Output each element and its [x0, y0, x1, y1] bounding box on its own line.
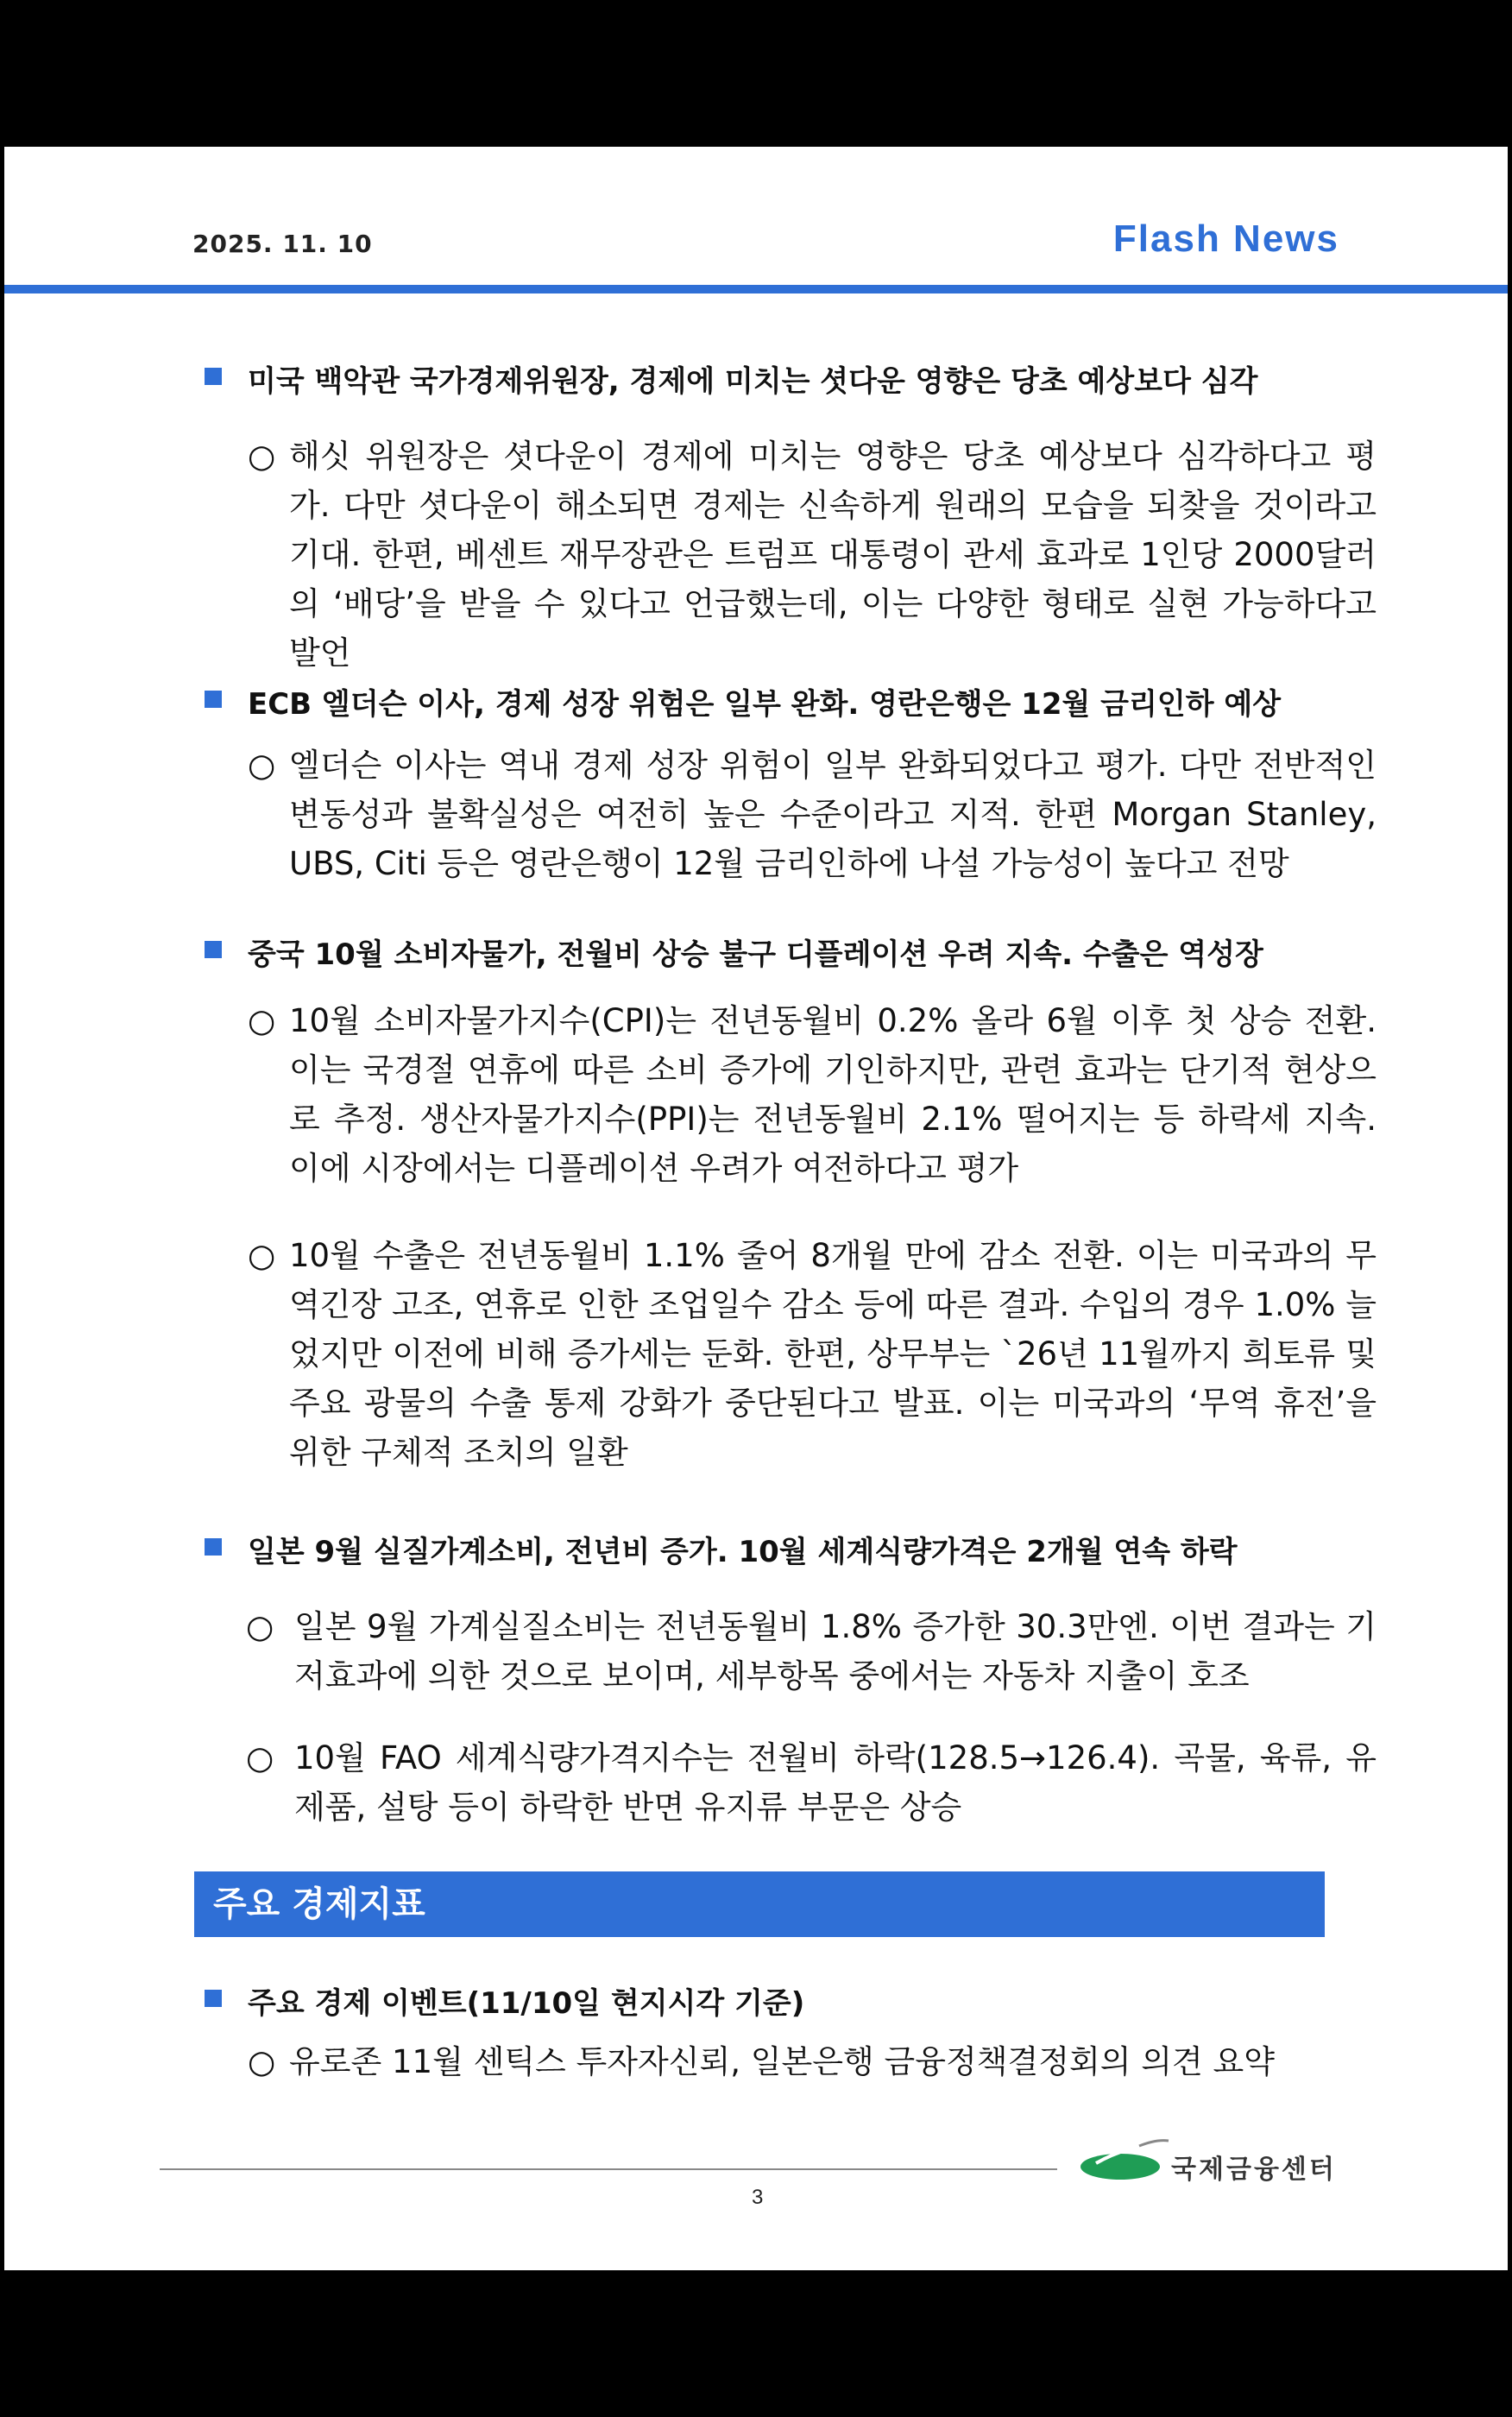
kcif-logo-icon: [1079, 2137, 1174, 2189]
bullet-item: [246, 1602, 1377, 1701]
bullet-item: [248, 2037, 1377, 2086]
circle-bullet-icon: ○: [248, 1002, 276, 1039]
logo-text: 국제금융센터: [1171, 2155, 1337, 2185]
circle-bullet-icon: ○: [248, 2043, 276, 2080]
bullet-text: 10월 수출은 전년동월비 1.1% 줄어 8개월 만에 감소 전환. 이는 미국과의 무역긴장 고조, 연휴로 인한 조업일수 감소 등에 따른 결과. 수입의 경우 1.0% 늘었지만 이전에 비해 증가세는 둔화. 한편, 상무부는 `26년 11월까지 희토류 및 주요 광물의 수출 통제 강화가 중단된다고 발표. 이는 미국과의 ‘무역 휴전’을 위한 구체적 조치의 일환: [289, 1237, 1377, 1471]
bullet-item: [248, 1231, 1377, 1477]
section-heading: 미국 백악관 국가경제위원장, 경제에 미치는 셧다운 영향은 당초 예상보다 심각: [248, 364, 1258, 399]
indicators-heading: 주요 경제 이벤트(11/10일 현지시각 기준): [248, 1986, 805, 2021]
bullet-item: [246, 1733, 1377, 1832]
circle-bullet-icon: ○: [246, 1608, 274, 1645]
circle-bullet-icon: ○: [248, 747, 276, 784]
circle-bullet-icon: ○: [248, 1237, 276, 1274]
blue-square-icon: [205, 941, 222, 958]
bullet-text: 일본 9월 가계실질소비는 전년동월비 1.8% 증가한 30.3만엔. 이번 결과는 기저효과에 의한 것으로 보이며, 세부항목 중에서는 자동차 지출이 호조: [294, 1608, 1377, 1694]
bullet-item: [248, 996, 1377, 1193]
bullet-text: 10월 FAO 세계식량가격지수는 전월비 하락(128.5→126.4). 곡물, 육류, 유제품, 설탕 등이 하락한 반면 유지류 부문은 상승: [294, 1739, 1377, 1826]
blue-square-icon: [205, 1538, 222, 1556]
bullet-text: 해싯 위원장은 셧다운이 경제에 미치는 영향은 당초 예상보다 심각하다고 평가. 다만 셧다운이 해소되면 경제는 신속하게 원래의 모습을 되찾을 것이라고 기대. 한편, 베센트 재무장관은 트럼프 대통령이 관세 효과로 1인당 2000달러의 ‘배당’을 받을 수 있다고 언급했는데, 이는 다양한 형태로 실현 가능하다고 발언: [289, 438, 1377, 672]
section-heading: ECB 엘더슨 이사, 경제 성장 위험은 일부 완화. 영란은행은 12월 금리인하 예상: [248, 687, 1282, 722]
report-date: 2025. 11. 10: [192, 230, 373, 258]
document-page: [4, 147, 1508, 2270]
bullet-item: [248, 741, 1377, 888]
bullet-text: 엘더슨 이사는 역내 경제 성장 위험이 일부 완화되었다고 평가. 다만 전반적인 변동성과 불확실성은 여전히 높은 수준이라고 지적. 한편 Morgan Stanley, UBS, Citi 등은 영란은행이 12월 금리인하에 나설 가능성이 높다고 전망: [289, 747, 1377, 882]
header-divider: [4, 285, 1508, 293]
bullet-text: 10월 소비자물가지수(CPI)는 전년동월비 0.2% 올라 6월 이후 첫 상승 전환. 이는 국경절 연휴에 따른 소비 증가에 기인하지만, 관련 효과는 단기적 현상으로 추정. 생산자물가지수(PPI)는 전년동월비 2.1% 떨어지는 등 하락세 지속. 이에 시장에서는 디플레이션 우려가 여전하다고 평가: [289, 1002, 1377, 1187]
bullet-text: 유로존 11월 센틱스 투자자신뢰, 일본은행 금융정책결정회의 의견 요약: [289, 2043, 1275, 2080]
blue-square-icon: [205, 691, 222, 708]
bullet-item: [248, 432, 1377, 678]
footer-divider: [160, 2168, 1057, 2170]
report-title: Flash News: [1112, 218, 1339, 260]
section-heading: 일본 9월 실질가계소비, 전년비 증가. 10월 세계식량가격은 2개월 연속 하락: [248, 1535, 1238, 1569]
blue-square-icon: [205, 368, 222, 385]
indicators-section-bar: 주요 경제지표: [194, 1871, 1325, 1937]
page-number: 3: [752, 2186, 764, 2209]
circle-bullet-icon: ○: [248, 438, 276, 475]
blue-square-icon: [205, 1990, 222, 2007]
circle-bullet-icon: ○: [246, 1739, 274, 1776]
section-heading: 중국 10월 소비자물가, 전월비 상승 불구 디플레이션 우려 지속. 수출은 역성장: [248, 937, 1263, 972]
